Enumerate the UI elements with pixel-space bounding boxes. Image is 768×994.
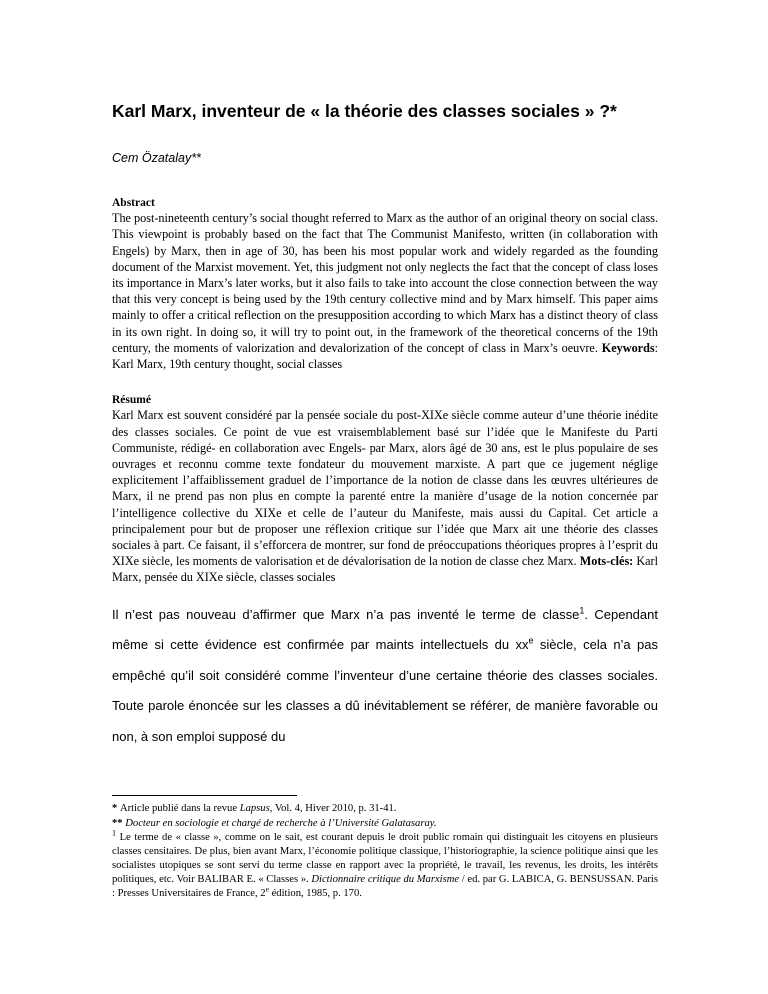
footnote-1-text-2: / ed. par G. LABICA, G. BENSUSSAN. Paris : Presses Universitaires de France, 2 — [112, 874, 658, 900]
footnote-1-ordinal: e — [265, 884, 269, 894]
footnote-star-marker: * — [112, 803, 120, 814]
abstract-paragraph — [112, 210, 658, 372]
footnote-star — [112, 802, 658, 816]
footnote-separator — [112, 795, 297, 796]
page-content — [112, 100, 658, 765]
resume-heading: Résumé — [112, 394, 151, 407]
footnotes-section — [112, 802, 658, 902]
body-paragraph-1 — [112, 600, 658, 753]
footnote-doublestar-text: Docteur en sociologie et chargé de recherche à l’Université Galatasaray. — [125, 817, 437, 829]
abstract-heading: Abstract — [112, 197, 155, 210]
body-text-part-1: Il n’est pas nouveau d’affirmer que Marx n’a pas inventé le terme de classe — [112, 606, 580, 622]
author-line: Cem Özatalay** — [112, 151, 201, 166]
abstract-text: The post-nineteenth century’s social thought referred to Marx as the author of an original theory on social class. This viewpoint is probably based on the fact that The Communist Manifesto, written (in collaboration with Engels) by Marx, then in age of 30, has been his most popular work and widely regarded as the founding document of the Marxist movement. Yet, this judgment not only neglects the fact that the concept of class loses its importance in Marx’s later works, but it also fails to take into account the close connection between the way that this very concept is being used by the 19th century collective mind and by Marx himself. This paper aims mainly to offer a critical reflection on the presupposition according to which Marx has a distinct theory of class in its own right. In doing so, it will try to point out, in the framework of the theoretical concerns of the 19th century, the moments of valorization and devalorization of the concept of class in Marx’s oeuvre. — [112, 211, 658, 355]
resume-text: Karl Marx est souvent considéré par la pensée sociale du post-XIXe siècle comme auteur d’une théorie inédite des classes sociales. Ce point de vue est vraisemblablement basé sur l’idée que le Manifeste du Parti Communiste, rédigé- en collaboration avec Engels- par Marx, alors âgé de 30 ans, est le plus populaire de ses ouvrages et reconnu comme texte fondateur du mouvement marxiste. A part que ce jugement néglige explicitement l’affaiblissement graduel de l’importance de la notion de classe dans les œuvres ultérieures de Marx, il ne prend pas non plus en compte la parenté entre la manière d’usage de la notion concernée par l’intelligence collective du XIXe et celle de l’auteur du Manifeste, mais aussi du Capital. Cet article a principalement pour but de proposer une réflexion critique sur l’idée que Marx ait une théorie des classes sociales à part. Ce faisant, il s’efforcera de montrer, sur fond de préoccupations théoriques propres à l’esprit du XIXe siècle, les moments de valorisation et de dévalorisation de la notion de classe chez Marx. — [112, 408, 658, 569]
footnote-doublestar — [112, 817, 658, 831]
footnote-doublestar-marker: ** — [112, 817, 126, 829]
resume-keywords-label: Mots-clés: — [579, 554, 634, 569]
footnote-1-italic: Dictionnaire critique du Marxisme — [311, 874, 460, 886]
resume-paragraph — [112, 407, 658, 585]
resume-keywords: Karl Marx, pensée du XIXe siècle, classes sociales — [112, 554, 658, 585]
footnote-star-text-2: , Vol. 4, Hiver 2010, p. 31-41. — [269, 803, 397, 814]
abstract-keywords-label: Keywords — [601, 340, 655, 355]
page-title: Karl Marx, inventeur de « la théorie des classes sociales » ?* — [112, 101, 617, 121]
footnote-1-text-3: édition, 1985, p. 170. — [268, 888, 362, 900]
footnote-1-text-1: Le terme de « classe », comme on le sait, est courant depuis le droit public romain qui distinguait les citoyens en plusieurs classes censitaires. De plus, bien avant Marx, l’économie politique classique, l’historiographie, la science politique ainsi que les socialistes utopiques se sont servi du terme classe en rapport avec la propriété, le travail, les revenus, les droits, les intérêts politiques, etc. Voir BALIBAR E. « Classes ». — [112, 832, 658, 886]
body-text-part-3: siècle, cela n’a pas empêché qu’il soit considéré comme l’inventeur d’une certaine théorie des classes sociales. Toute parole énoncée sur les classes a dû inévitablement se référer, de manière favorable ou non, à son emploi supposé du — [112, 637, 659, 744]
footnote-star-text-1: Article publié dans la revue — [119, 803, 240, 814]
footnote-star-italic: Lapsus — [239, 803, 270, 814]
footnote-1 — [112, 828, 658, 901]
footnote-1-marker: 1 — [112, 828, 116, 838]
footnote-reference-1[interactable]: 1 — [579, 605, 585, 616]
ordinal-superscript: e — [528, 635, 534, 646]
body-text-part-2: . Cependant même si cette évidence est confirmée par maints intellectuels du xx — [112, 606, 658, 653]
abstract-keywords: : Karl Marx, 19th century thought, social classes — [112, 340, 658, 372]
